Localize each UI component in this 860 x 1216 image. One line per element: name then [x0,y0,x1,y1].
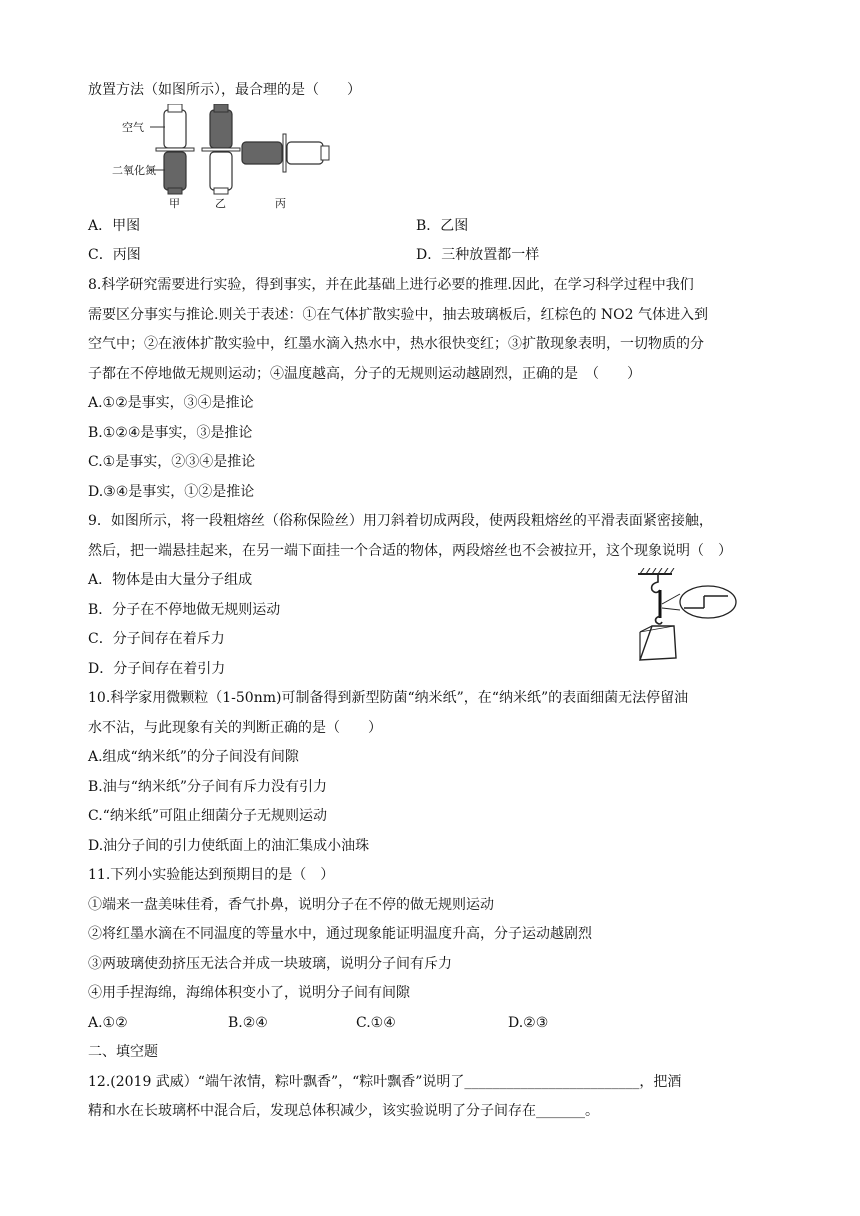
q10-option-d: D.油分子间的引力使纸面上的油汇集成小油珠 [88,838,370,854]
q8-line-3: 空气中；②在液体扩散实验中，红墨水滴入热水中，热水很快变红；③扩散现象表明，一切物质的分 [88,336,704,352]
q9-option-b: B．分子在不停地做无规则运动 [88,602,281,618]
label-bing: 丙 [275,197,286,210]
q11-item-3: ③两玻璃使劲挤压无法合并成一块玻璃，说明分子间有斥力 [88,956,452,972]
fuse-wire-figure [628,568,740,662]
q10-option-a: A.组成“纳米纸”的分子间没有间隙 [88,749,299,765]
jar-jia-top [164,110,186,148]
q10-option-b: B.油与“纳米纸”分子间有斥力没有引力 [88,779,328,795]
q8-option-c: C.①是事实，②③④是推论 [88,454,256,470]
q11-item-4: ④用手捏海绵，海绵体积变小了，说明分子间有间隙 [88,985,410,1001]
section-title: 二、填空题 [88,1044,158,1060]
q8-option-a: A.①②是事实，③④是推论 [88,395,254,411]
q8-option-d: D.③④是事实，①②是推论 [88,484,255,500]
q7-option-a: A．甲图 [88,218,141,234]
jar-yi-top [210,110,232,148]
q12-line-2: 精和水在长玻璃杯中混合后，发现总体积减少，该实验说明了分子间存在_______。 [88,1103,599,1119]
q8-line-2: 需要区分事实与推论.则关于表述：①在气体扩散实验中，抽去玻璃板后，红棕色的 NO2 气体进入到 [88,307,708,323]
jar-bing-right [287,142,323,164]
q11-option-d: D.②③ [508,1015,549,1031]
q8-line-4: 子都在不停地做无规则运动；④温度越高，分子的无规则运动越剧烈，正确的是 （ ） [88,366,641,382]
q10-line-1: 10.科学家用微颗粒（1-50nm)可制备得到新型防菌“纳米纸”，在“纳米纸”的表面细菌无法停留油 [88,690,689,706]
jar-bing-left [242,142,282,164]
q10-option-c: C.“纳米纸”可阻止细菌分子无规则运动 [88,808,327,824]
q11-item-1: ①端来一盘美味佳肴，香气扑鼻，说明分子在不停的做无规则运动 [88,897,494,913]
q9-option-d: D．分子间存在着引力 [88,661,226,677]
q9-line-1: 9．如图所示，将一段粗熔丝（俗称保险丝）用刀斜着切成两段，使两段粗熔丝的平滑表面紧密接触， [88,513,713,529]
q9-option-a: A．物体是由大量分子组成 [88,572,253,588]
label-air: 空气 [122,121,144,134]
q7-option-b: B．乙图 [416,218,469,234]
q7-stem: 放置方法（如图所示），最合理的是（ ） [88,82,361,98]
q11-stem: 11.下列小实验能达到预期目的是（ ） [88,867,335,883]
q9-option-c: C．分子间存在着斥力 [88,631,225,647]
q7-option-c: C．丙图 [88,247,141,263]
label-no2: 二氧化氮 [112,164,156,177]
q12-line-1: 12.(2019 武威）“端午浓情，粽叶飘香”，“粽叶飘香”说明了_________________________，把酒 [88,1074,682,1090]
label-yi: 乙 [215,197,226,210]
jar-jia-bottom [164,152,186,190]
q8-option-b: B.①②④是事实，③是推论 [88,425,253,441]
q11-option-a: A.①② [88,1015,128,1031]
q9-line-2: 然后，把一端悬挂起来，在另一端下面挂一个合适的物体，两段熔丝也不会被拉开，这个现象说明（ ） [88,543,732,559]
q11-option-b: B.②④ [228,1015,268,1031]
q7-option-d: D．三种放置都一样 [416,247,540,263]
label-jia: 甲 [169,197,180,210]
q8-line-1: 8.科学研究需要进行实验，得到事实，并在此基础上进行必要的推理.因此，在学习科学过程中我们 [88,277,694,293]
q11-item-2: ②将红墨水滴在不同温度的等量水中，通过现象能证明温度升高，分子运动越剧烈 [88,926,592,942]
jar-yi-bottom [210,152,232,190]
q11-option-c: C.①④ [356,1015,396,1031]
gas-diffusion-figure [112,104,332,210]
q10-line-2: 水不沾，与此现象有关的判断正确的是（ ） [88,720,382,736]
